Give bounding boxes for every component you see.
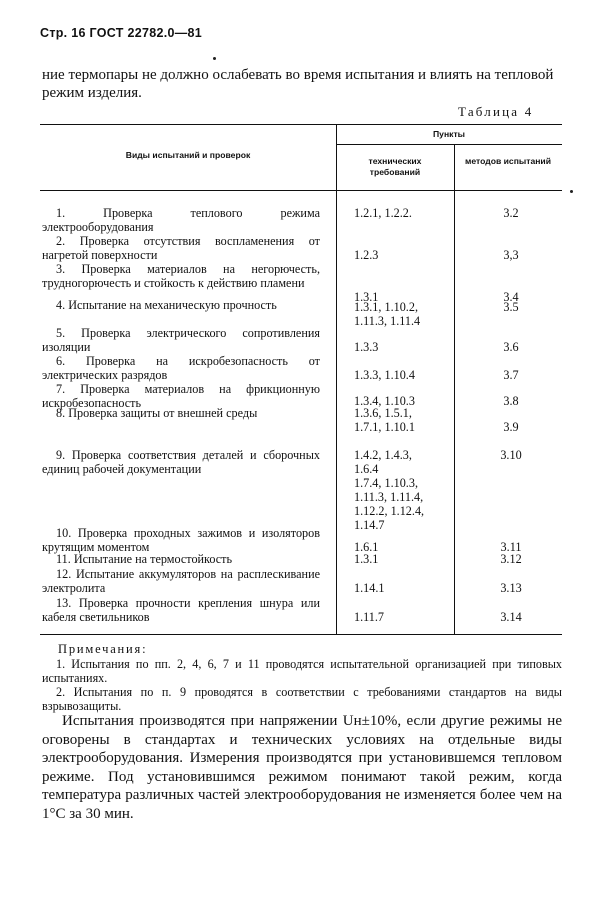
table-row-requirements: 1.3.3, 1.10.4 — [354, 368, 415, 382]
table-row-method: 3.14 — [500, 610, 522, 624]
header-points: Пункты — [433, 129, 465, 139]
table-row-name: 8. Проверка защиты от внешней среды — [56, 406, 258, 420]
header-bottom-rule — [40, 190, 562, 191]
table-row-requirements: 1.4.2, 1.4.3, 1.6.4 1.7.4, 1.10.3, 1.11.3, 1.11.4, 1.12.2, 1.12.4, 1.14.7 — [354, 448, 425, 532]
table-row-name: 2. Проверка отсутствия воспламенения от нагретой поверхности — [42, 234, 320, 262]
header-group-rule — [336, 144, 562, 145]
table-row-name: 6. Проверка на искробезопасность от электрических разрядов — [42, 354, 320, 382]
table-row-method: 3.11 — [500, 540, 522, 554]
table-row-name: 9. Проверка соответствия деталей и сборочных единиц рабочей документации — [42, 448, 320, 476]
table-row-method: 3.9 — [503, 420, 519, 434]
header-requirements: технических требований — [368, 156, 422, 177]
table-row-method: 3.2 — [503, 206, 519, 220]
column-divider-1 — [336, 124, 337, 634]
table-bottom-rule — [40, 634, 562, 635]
table-row-name: 1. Проверка теплового режима электрооборудования — [42, 206, 320, 234]
table-row-method: 3.7 — [503, 368, 519, 382]
table-row-method: 3,3 — [503, 248, 519, 262]
table-row-name: 12. Испытание аккумуляторов на расплескивание электролита — [42, 567, 320, 595]
table-row-requirements: 1.14.1 — [354, 581, 385, 595]
table-row-requirements: 1.3.6, 1.5.1, 1.7.1, 1.10.1 — [354, 406, 415, 434]
print-speck — [570, 190, 573, 193]
table-row-method: 3.13 — [500, 581, 522, 595]
table-row-name: 5. Проверка электрического сопротивления изоляции — [42, 326, 320, 354]
table-row-name: 4. Испытание на механическую прочность — [56, 298, 277, 312]
table-row-requirements: 1.3.1, 1.10.2, 1.11.3, 1.11.4 — [354, 300, 421, 328]
table-row-requirements: 1.3.1 — [354, 552, 379, 566]
table-row-requirements: 1.6.1 — [354, 540, 379, 554]
table-row-method: 3.5 — [503, 300, 519, 314]
table-row-name: 10. Проверка проходных зажимов и изоляторов крутящим моментом — [42, 526, 320, 554]
table-row-requirements: 1.3.1 — [354, 290, 379, 304]
table-row-method: 3.6 — [503, 340, 519, 354]
notes-title: Примечания: — [58, 642, 148, 656]
column-divider-2 — [454, 144, 455, 634]
intro-paragraph: ние термопары не должно ослабевать во время испытания и влиять на тепловой режим изделия. — [42, 67, 554, 101]
note-item: 2. Испытания по п. 9 проводятся в соответствии с требованиями стандартов на виды взрывозащиты. — [42, 685, 562, 713]
table-row-requirements: 1.11.7 — [354, 610, 385, 624]
page-header: Стр. 16 ГОСТ 22782.0—81 — [40, 26, 203, 40]
table-row-requirements: 1.3.3 — [354, 340, 379, 354]
closing-paragraph: Испытания производятся при напряжении Uн±10%, если другие режимы не оговорены в стандартах и технических условиях на отдельные виды электрооборудования. Измерения производятся при установившемся тепловом режиме. Под установившимся режимом понимают такой режим, когда температура различных частей электрооборудования не изменяется более чем на 1°С за 30 мин. — [42, 713, 562, 822]
table-row-requirements: 1.2.1, 1.2.2. — [354, 206, 412, 220]
header-methods: методов испытаний — [465, 156, 551, 166]
table-row-requirements: 1.3.4, 1.10.3 — [354, 394, 415, 408]
table-row-method: 3.12 — [500, 552, 522, 566]
table-row-name: 3. Проверка материалов на негорючесть, трудногорючесть и стойкость к действию пламени — [42, 262, 320, 290]
table-row-method: 3.4 — [503, 290, 519, 304]
table-label: Таблица 4 — [458, 104, 534, 119]
header-test-types: Виды испытаний и проверок — [125, 150, 251, 160]
note-item: 1. Испытания по пп. 2, 4, 6, 7 и 11 проводятся испытательной организацией при типовых испытаниях. — [42, 657, 562, 685]
table-top-rule — [40, 124, 562, 125]
table-row-name: 13. Проверка прочности крепления шнура или кабеля светильников — [42, 596, 320, 624]
table-row-name: 7. Проверка материалов на фрикционную искробезопасность — [42, 382, 320, 410]
table-row-name: 11. Испытание на термостойкость — [56, 552, 233, 566]
print-speck — [213, 57, 216, 60]
table-row-method: 3.8 — [503, 394, 519, 408]
table-row-requirements: 1.2.3 — [354, 248, 379, 262]
table-row-method: 3.10 — [500, 448, 522, 462]
